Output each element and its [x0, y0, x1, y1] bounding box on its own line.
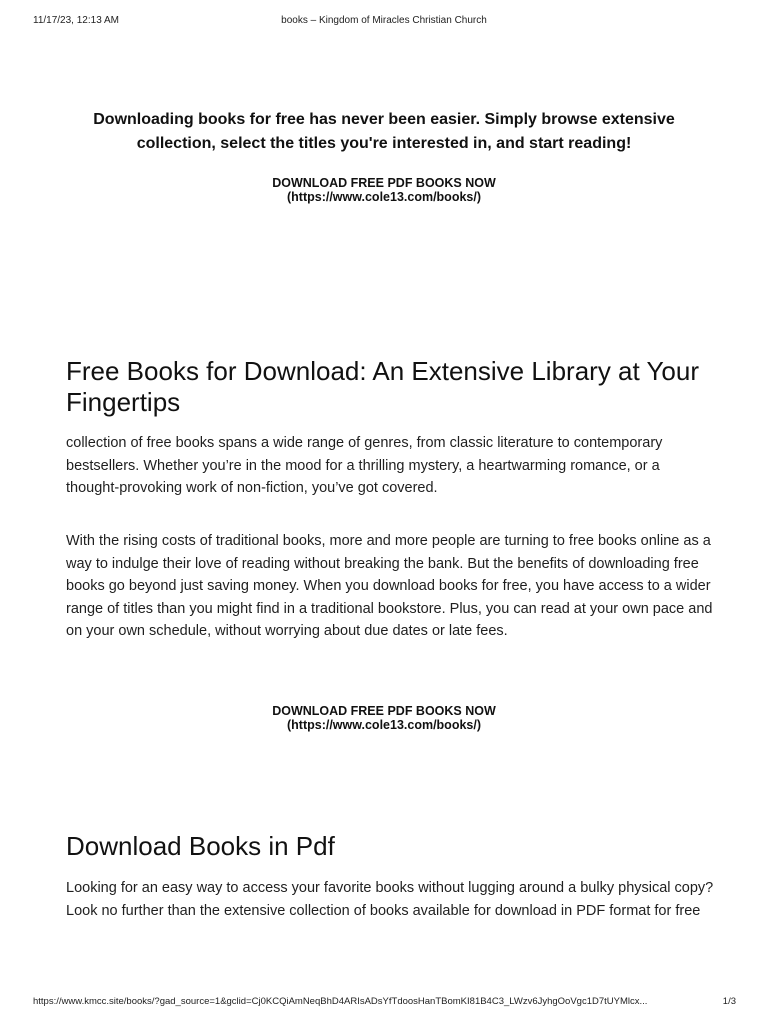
print-page-title: books – Kingdom of Miracles Christian Church: [281, 15, 487, 26]
print-page-number: 1/3: [722, 996, 736, 1007]
section-heading-free-books: Free Books for Download: An Extensive Library at Your Fingertips: [66, 356, 700, 417]
print-timestamp: 11/17/23, 12:13 AM: [33, 15, 119, 26]
print-header: [0, 15, 768, 31]
intro-text: Downloading books for free has never been easier. Simply browse extensive collection, select the titles you're interested in, and start reading!: [93, 111, 675, 152]
download-cta-top-url[interactable]: (https://www.cole13.com/books/): [286, 190, 481, 204]
download-cta-top-label[interactable]: DOWNLOAD FREE PDF BOOKS NOW: [272, 176, 496, 190]
print-footer: [0, 996, 768, 1010]
section-paragraph-genres: collection of free books spans a wide range of genres, from classic literature to contemporary bestsellers. Whether you’re in the mood for a thrilling mystery, a heartwarming romance, or a thought-provoking work of non-fiction, you’ve got covered.: [66, 435, 663, 496]
download-cta-middle-url[interactable]: (https://www.cole13.com/books/): [286, 718, 481, 732]
download-cta-middle-label[interactable]: DOWNLOAD FREE PDF BOOKS NOW: [272, 704, 496, 718]
section-heading-download-pdf: Download Books in Pdf: [66, 831, 335, 861]
download-cta-top[interactable]: [60, 176, 708, 204]
print-footer-url: https://www.kmcc.site/books/?gad_source=1&gclid=Cj0KCQiAmNeqBhD4ARIsADsYfTdoosHanTBomKI81B4C3_LWzv6JyhgOoVgc1D7tUYMlcx...: [33, 996, 648, 1007]
download-cta-middle[interactable]: [60, 704, 708, 732]
section-paragraph-benefits: With the rising costs of traditional books, more and more people are turning to free books online as a way to indulge their love of reading without breaking the bank. But the benefits of downloading free books go beyond just saving money. When you download books for free, you have access to a wider range of titles than you might find in a traditional bookstore. Plus, you can read at your own pace and on your own schedule, without worrying about due dates or late fees.: [66, 533, 713, 639]
section-paragraph-pdf: Looking for an easy way to access your favorite books without lugging around a bulky physical copy? Look no further than the extensive collection of books available for download in PDF format for free: [66, 880, 714, 919]
